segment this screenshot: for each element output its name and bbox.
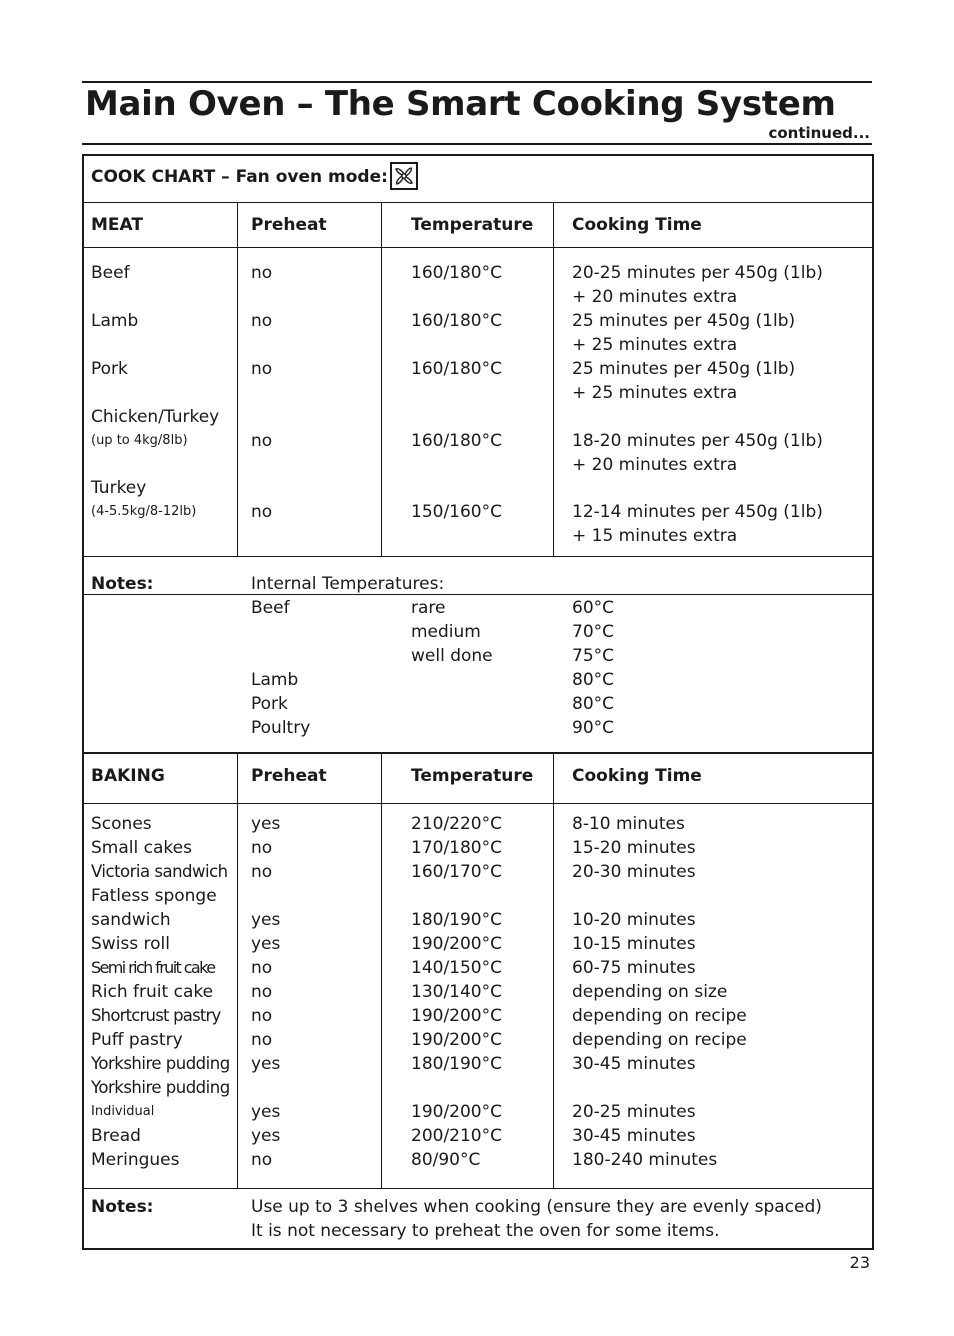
rule-after-meat-rows [84, 556, 872, 557]
baking-item-time: depending on recipe [572, 1030, 747, 1050]
meat-header-preheat: Preheat [251, 215, 327, 235]
title-top-rule [82, 81, 872, 83]
meat-preheat: no [251, 311, 273, 331]
baking-item-preheat: yes [251, 934, 281, 954]
baking-item-preheat: no [251, 958, 273, 978]
baking-item-name: Puff pastry [91, 1030, 183, 1050]
note-temp: 75°C [572, 646, 615, 666]
baking-item-temp: 190/200°C [411, 934, 502, 954]
meat-temp: 160/180°C [411, 431, 502, 451]
baking-item-time: 20-30 minutes [572, 862, 696, 882]
meat-name: Chicken/Turkey [91, 407, 220, 427]
baking-item-temp: 180/190°C [411, 910, 502, 930]
baking-item-temp: 130/140°C [411, 982, 502, 1002]
baking-item-name: Individual [91, 1104, 155, 1119]
meat-preheat: no [251, 263, 273, 283]
meat-preheat: no [251, 502, 273, 522]
baking-item-time: 30-45 minutes [572, 1054, 696, 1074]
meat-temp: 150/160°C [411, 502, 502, 522]
meat-name: Lamb [91, 311, 139, 331]
meat-name: Beef [91, 263, 130, 283]
baking-item-name: sandwich [91, 910, 171, 930]
meat-time: 20-25 minutes per 450g (1lb) [572, 263, 823, 283]
baking-item-temp: 140/150°C [411, 958, 502, 978]
baking-item-temp: 190/200°C [411, 1006, 502, 1026]
meat-weight-note: (4-5.5kg/8-12lb) [91, 504, 197, 519]
meat-temp: 160/180°C [411, 359, 502, 379]
baking-item-preheat: yes [251, 1054, 281, 1074]
rule-after-meat-notes [84, 752, 872, 754]
rule-after-chart-label [84, 202, 872, 203]
baking-item-preheat: yes [251, 814, 281, 834]
note-doneness: medium [411, 622, 481, 642]
rule-after-notes-heading [84, 594, 872, 595]
baking-item-time: 15-20 minutes [572, 838, 696, 858]
baking-item-name: Swiss roll [91, 934, 170, 954]
meat-weight-note: (up to 4kg/8lb) [91, 433, 188, 448]
meat-col-rule-3 [553, 203, 554, 556]
baking-item-temp: 160/170°C [411, 862, 502, 882]
meat-time: 12-14 minutes per 450g (1lb) [572, 502, 823, 522]
baking-item-time: 10-15 minutes [572, 934, 696, 954]
meat-time-extra: + 15 minutes extra [572, 526, 738, 546]
baking-item-time: 10-20 minutes [572, 910, 696, 930]
note-temp: 70°C [572, 622, 615, 642]
note-meat: Poultry [251, 718, 311, 738]
baking-item-name: Rich fruit cake [91, 982, 214, 1002]
baking-item-name: Semi rich fruit cake [91, 958, 215, 977]
baking-item-preheat: no [251, 1006, 273, 1026]
meat-time-extra: + 20 minutes extra [572, 287, 738, 307]
page-title: Main Oven – The Smart Cooking System [85, 84, 836, 124]
baking-notes-label: Notes: [91, 1197, 154, 1217]
baking-item-temp: 170/180°C [411, 838, 502, 858]
baking-item-time: 30-45 minutes [572, 1126, 696, 1146]
baking-item-preheat: yes [251, 910, 281, 930]
baking-item-name: Bread [91, 1126, 141, 1146]
baking-item-name: Small cakes [91, 838, 192, 858]
meat-time: 18-20 minutes per 450g (1lb) [572, 431, 823, 451]
meat-header-meat: MEAT [91, 215, 143, 235]
note-meat: Lamb [251, 670, 299, 690]
baking-item-temp: 80/90°C [411, 1150, 481, 1170]
meat-name: Turkey [91, 478, 147, 498]
cook-chart-label: COOK CHART – Fan oven mode: [91, 167, 388, 187]
note-meat: Pork [251, 694, 288, 714]
baking-item-name: Scones [91, 814, 152, 834]
note-meat: Beef [251, 598, 290, 618]
baking-item-temp: 210/220°C [411, 814, 502, 834]
meat-time-extra: + 25 minutes extra [572, 383, 738, 403]
rule-after-meat-header [84, 247, 872, 248]
meat-time: 25 minutes per 450g (1lb) [572, 311, 796, 331]
meat-preheat: no [251, 431, 273, 451]
meat-time: 25 minutes per 450g (1lb) [572, 359, 796, 379]
continued-label: continued... [768, 124, 870, 142]
meat-header-temperature: Temperature [411, 215, 534, 235]
baking-header-cooking-time: Cooking Time [572, 766, 702, 786]
note-temp: 80°C [572, 670, 615, 690]
note-doneness: well done [411, 646, 493, 666]
note-temp: 90°C [572, 718, 615, 738]
meat-col-rule-1 [237, 203, 238, 556]
baking-item-time: depending on size [572, 982, 728, 1002]
baking-item-preheat: no [251, 982, 273, 1002]
baking-note-line-1: Use up to 3 shelves when cooking (ensure they are evenly spaced) [251, 1197, 822, 1217]
meat-temp: 160/180°C [411, 311, 502, 331]
meat-temp: 160/180°C [411, 263, 502, 283]
baking-header-preheat: Preheat [251, 766, 327, 786]
meat-header-cooking-time: Cooking Time [572, 215, 702, 235]
baking-item-name: Fatless sponge [91, 886, 217, 906]
baking-item-preheat: yes [251, 1126, 281, 1146]
rule-after-baking-rows [84, 1188, 872, 1189]
page-number: 23 [849, 1253, 870, 1272]
meat-notes-label: Notes: [91, 574, 154, 594]
note-temp: 60°C [572, 598, 615, 618]
baking-item-name: Yorkshire pudding [91, 1054, 230, 1073]
baking-header-temperature: Temperature [411, 766, 534, 786]
baking-item-temp: 190/200°C [411, 1030, 502, 1050]
baking-item-time: 180-240 minutes [572, 1150, 718, 1170]
baking-item-time: 20-25 minutes [572, 1102, 696, 1122]
baking-item-time: depending on recipe [572, 1006, 747, 1026]
baking-item-preheat: yes [251, 1102, 281, 1122]
baking-header-baking: BAKING [91, 766, 165, 786]
note-doneness: rare [411, 598, 446, 618]
baking-item-time: 60-75 minutes [572, 958, 696, 978]
meat-time-extra: + 20 minutes extra [572, 455, 738, 475]
meat-name: Pork [91, 359, 128, 379]
baking-item-temp: 190/200°C [411, 1102, 502, 1122]
title-bottom-rule [82, 143, 872, 145]
meat-preheat: no [251, 359, 273, 379]
fan-oven-icon [390, 162, 418, 190]
meat-time-extra: + 25 minutes extra [572, 335, 738, 355]
note-temp: 80°C [572, 694, 615, 714]
baking-col-rule-1 [237, 754, 238, 1188]
rule-after-baking-header [84, 803, 872, 804]
baking-item-name: Shortcrust pastry [91, 1006, 221, 1025]
baking-col-rule-2 [381, 754, 382, 1188]
baking-item-time: 8-10 minutes [572, 814, 685, 834]
baking-item-preheat: no [251, 862, 273, 882]
baking-item-preheat: no [251, 1150, 273, 1170]
baking-item-name: Meringues [91, 1150, 180, 1170]
baking-item-temp: 180/190°C [411, 1054, 502, 1074]
baking-item-name: Yorkshire pudding [91, 1078, 230, 1097]
internal-temperatures-heading: Internal Temperatures: [251, 574, 445, 594]
baking-note-line-2: It is not necessary to preheat the oven for some items. [251, 1221, 720, 1241]
meat-col-rule-2 [381, 203, 382, 556]
baking-item-temp: 200/210°C [411, 1126, 502, 1146]
baking-item-preheat: no [251, 838, 273, 858]
baking-item-preheat: no [251, 1030, 273, 1050]
baking-item-name: Victoria sandwich [91, 862, 228, 881]
baking-col-rule-3 [553, 754, 554, 1188]
